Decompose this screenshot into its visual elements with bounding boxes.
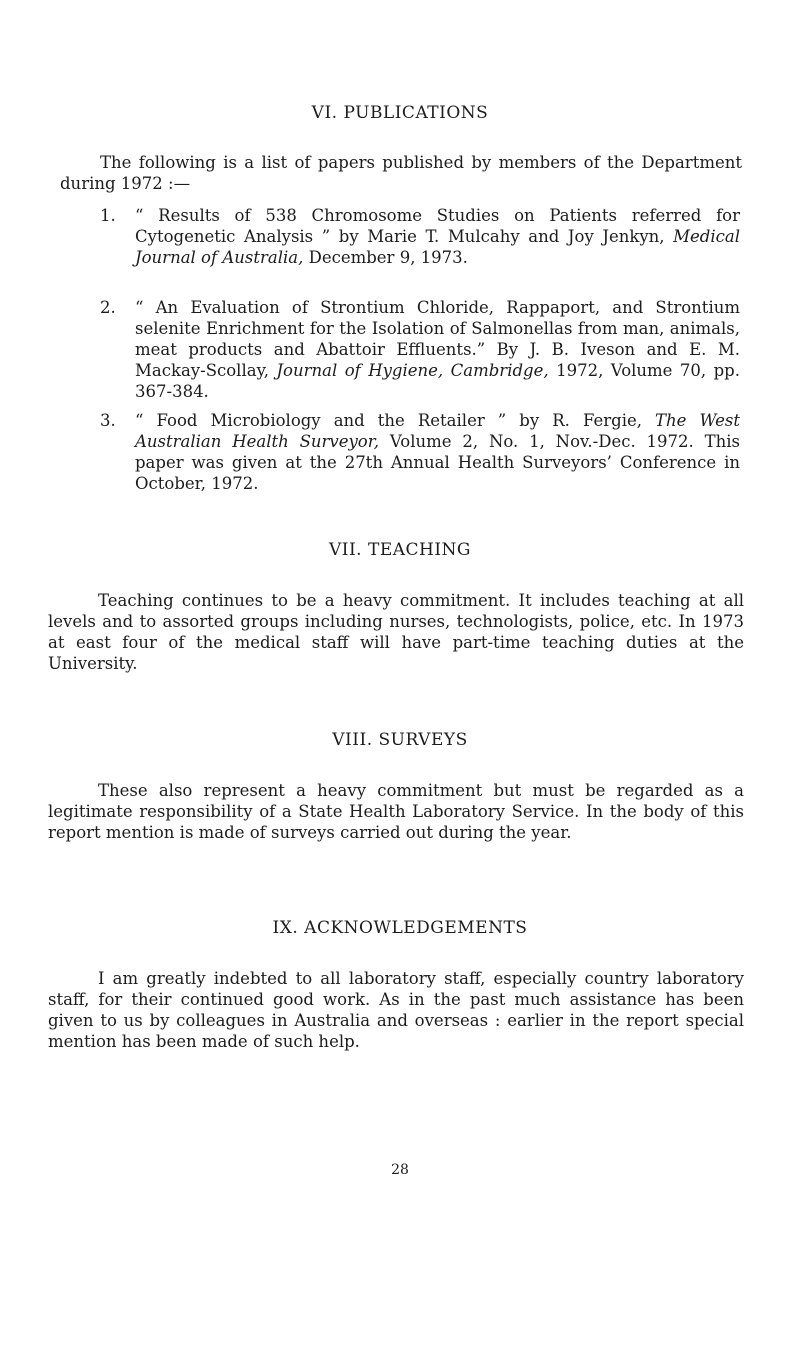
- item-text-end: Volume 2, No. 1, Nov.-Dec. 1972. This paper was given at the 27th Annual Health Surveyors’ Conference in October, 1972.: [135, 432, 740, 493]
- item-text-end: 1972, Volume 70, pp. 367-384.: [135, 361, 740, 401]
- item-text-end: December 9, 1973.: [303, 248, 468, 267]
- publication-item-3: [100, 410, 740, 494]
- item-number: 3.: [100, 411, 116, 430]
- teaching-heading: VII. TEACHING: [328, 540, 472, 560]
- publication-item-1: [100, 205, 740, 268]
- publication-item-2: [100, 297, 740, 402]
- page-number: 28: [391, 1162, 409, 1178]
- publications-heading: VI. PUBLICATIONS: [311, 103, 489, 123]
- item-text: “ Results of 538 Chromosome Studies on Patients referred for Cytogenetic Analysis ” by Marie T. Mulcahy and Joy Jenkyn,: [135, 206, 740, 246]
- publications-intro: The following is a list of papers published by members of the Department during 1972 :—: [60, 153, 742, 193]
- acknowledgements-heading: IX. ACKNOWLEDGEMENTS: [272, 918, 528, 938]
- item-journal: The West Australian Health Surveyor,: [135, 411, 740, 451]
- item-text: “ Food Microbiology and the Retailer ” by R. Fergie,: [135, 411, 656, 430]
- surveys-body: These also represent a heavy commitment but must be regarded as a legitimate responsibility of a State Health Laboratory Service. In the body of this report mention is made of surveys carried out during the year.: [48, 781, 744, 842]
- item-number: 1.: [100, 206, 116, 225]
- item-text: “ An Evaluation of Strontium Chloride, Rappaport, and Strontium selenite Enrichment for the Isolation of Salmonellas from man, animals, meat products and Abattoir Effluents.” By J. B. Iveson and E. M. Mackay-Scollay,: [135, 298, 740, 380]
- acknowledgements-body: I am greatly indebted to all laboratory staff, especially country laboratory staff, for their continued good work. As in the past much assistance has been given to us by colleagues in Australia and overseas : earlier in the report special mention has been made of such help.: [48, 969, 744, 1051]
- item-number: 2.: [100, 298, 116, 317]
- item-journal: Journal of Hygiene, Cambridge,: [276, 361, 549, 380]
- surveys-heading: VIII. SURVEYS: [332, 730, 468, 750]
- item-journal: Medical Journal of Australia,: [135, 227, 740, 267]
- teaching-body: Teaching continues to be a heavy commitment. It includes teaching at all levels and to assorted groups including nurses, technologists, police, etc. In 1973 at east four of the medical staff will have part-time teaching duties at the University.: [48, 591, 744, 673]
